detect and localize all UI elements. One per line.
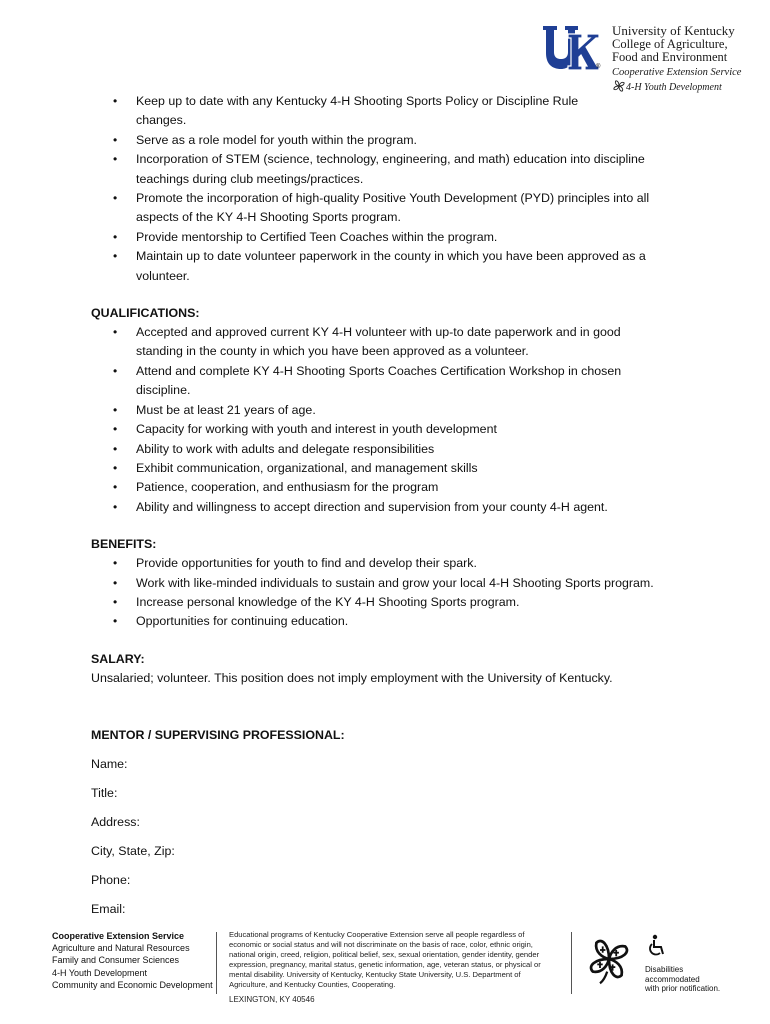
list-item: • Incorporation of STEM (science, technology, engineering, and math) education into discipline teachings during club meetings/practices. [91, 150, 671, 189]
responsibilities-list [91, 92, 671, 286]
mentor-phone-label: Phone: [91, 872, 131, 887]
mentor-city-label: City, State, Zip: [91, 843, 175, 858]
logo-university: University of Kentucky [612, 23, 735, 38]
mentor-address-label: Address: [91, 814, 140, 829]
mentor-name-label: Name: [91, 756, 128, 771]
mentor-heading: MENTOR / SUPERVISING PROFESSIONAL: [91, 727, 345, 742]
logo-4h: 4-H Youth Development [626, 82, 722, 93]
qualifications-heading: QUALIFICATIONS: [91, 306, 200, 321]
list-item: • Increase personal knowledge of the KY 4-H Shooting Sports program. [91, 593, 671, 612]
list-item: • Work with like-minded individuals to sustain and grow your local 4-H Shooting Sports program. [91, 574, 671, 593]
list-item: • Promote the incorporation of high-quality Positive Youth Development (PYD) principles into all aspects of the KY 4-H Shooting Sports program. [91, 189, 671, 228]
list-item: • Maintain up to date volunteer paperwork in the county in which you have been approved as a volunteer. [91, 247, 671, 286]
footer-service-title: Cooperative Extension Service [52, 931, 185, 941]
list-item: • Serve as a role model for youth within the program. [91, 131, 671, 150]
footer-disclaimer: Educational programs of Kentucky Cooperative Extension serve all people regardless of economic or social status and will not discriminate on the basis of race, color, ethnic origin, national origin, creed, religion, political belief, sex, sexual orientation, gender identity, gender expression, pregnancy, marital status, genetic information, age, veteran status, or physical or mental disability. University of Kentucky, Kentucky State University, U.S. Department of Agriculture, and Kentucky Counties, Cooperating. [229, 930, 541, 989]
footer-address: LEXINGTON, KY 40546 [229, 995, 315, 1004]
page-footer [0, 926, 770, 1006]
list-item: • Must be at least 21 years of age. [91, 401, 671, 420]
footer-program-item: Community and Economic Development [52, 979, 213, 990]
mentor-email-label: Email: [91, 901, 126, 916]
registered-mark: ® [596, 64, 601, 70]
benefits-list [91, 554, 671, 632]
list-item: • Capacity for working with youth and interest in youth development [91, 420, 671, 439]
benefits-heading: BENEFITS: [91, 537, 157, 552]
footer-disclaimer-block [229, 930, 559, 1005]
qualifications-list [91, 323, 671, 517]
accessibility-icon [645, 934, 669, 958]
logo-food: Food and Environment [612, 50, 728, 64]
list-item: • Attend and complete KY 4-H Shooting Sports Coaches Certification Workshop in chosen discipline. [91, 362, 671, 401]
salary-heading: SALARY: [91, 651, 145, 666]
list-item: • Keep up to date with any Kentucky 4-H Shooting Sports Policy or Discipline Rule changes. [91, 92, 671, 131]
list-item: • Ability and willingness to accept direction and supervision from your county 4-H agent. [91, 498, 671, 517]
footer-divider [571, 932, 572, 994]
document-body [91, 92, 671, 919]
footer-accessibility-note: Disabilities accommodated with prior notification. [645, 965, 721, 993]
clover-small-icon [612, 79, 626, 93]
list-item: • Accepted and approved current KY 4-H volunteer with up-to date paperwork and in good standing in the county in which you have been approved as a volunteer. [91, 323, 671, 362]
footer-programs [52, 930, 217, 991]
list-item: • Opportunities for continuing education. [91, 612, 671, 631]
footer-program-item: 4-H Youth Development [52, 967, 148, 978]
logo-extension: Cooperative Extension Service [612, 67, 742, 78]
list-item: • Exhibit communication, organizational, and management skills [91, 459, 671, 478]
list-item: • Provide mentorship to Certified Teen Coaches within the program. [91, 228, 671, 247]
list-item: • Provide opportunities for youth to find and develop their spark. [91, 554, 671, 573]
uk-logo-text [612, 24, 762, 94]
salary-text: Unsalaried; volunteer. This position does not imply employment with the University of Kentucky. [91, 670, 613, 685]
uk-logo-icon [542, 24, 600, 72]
footer-program-item: Family and Consumer Sciences [52, 955, 180, 966]
four-h-clover-icon [582, 932, 636, 986]
mentor-title-label: Title: [91, 785, 118, 800]
logo-college: College of Agriculture, [612, 37, 728, 51]
list-item: • Ability to work with adults and delegate responsibilities [91, 440, 671, 459]
list-item: • Patience, cooperation, and enthusiasm for the program [91, 478, 671, 497]
footer-divider [216, 932, 217, 994]
footer-program-item: Agriculture and Natural Resources [52, 943, 190, 954]
